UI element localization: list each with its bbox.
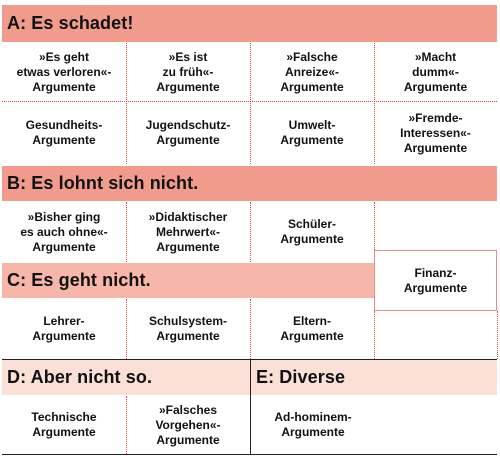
- column-divider: [374, 43, 375, 164]
- cell-bisher-ohne: [2, 202, 126, 262]
- cell-eltern: [250, 299, 374, 359]
- cell-falsches-vorgehen: [126, 396, 250, 454]
- section-c-title: C: Es geht nicht.: [7, 270, 151, 290]
- cell-label: Ad-hominem- Argumente: [274, 410, 352, 439]
- cell-schulsystem: [126, 299, 250, 359]
- column-divider: [250, 299, 251, 359]
- cell-label: Eltern- Argumente: [280, 314, 344, 343]
- cell-lehrer: [2, 299, 126, 359]
- column-divider: [374, 311, 375, 359]
- cell-label: Technische Argumente: [31, 410, 97, 439]
- column-divider: [250, 43, 251, 164]
- cell-label: Gesundheits- Argumente: [25, 118, 103, 147]
- cell-macht-dumm: [374, 43, 497, 101]
- section-a-title: A: Es schadet!: [7, 13, 134, 33]
- section-b-title: B: Es lohnt sich nicht.: [7, 173, 199, 193]
- cell-finanz: [374, 250, 497, 311]
- cell-label: Schulsystem- Argumente: [148, 314, 228, 343]
- column-divider: [497, 311, 498, 359]
- cell-label: »Falsches Vorgehen«- Argumente: [155, 402, 221, 447]
- cell-didaktischer-mehrwert: [126, 202, 250, 262]
- cell-etwas-verloren: [2, 43, 126, 101]
- cell-falsche-anreize: [250, 43, 374, 101]
- section-d-header: [2, 360, 250, 395]
- cell-gesundheit: [2, 102, 126, 164]
- section-d-title: D: Aber nicht so.: [7, 367, 153, 387]
- column-divider: [374, 202, 375, 250]
- cell-label: »Es geht etwas verloren«- Argumente: [16, 49, 112, 94]
- section-a-header: [2, 5, 497, 42]
- column-divider: [126, 43, 127, 164]
- cell-label: Lehrer- Argumente: [32, 314, 96, 343]
- cell-label: Umwelt- Argumente: [280, 118, 344, 147]
- cell-label: »Bisher ging es auch ohne«- Argumente: [20, 209, 108, 254]
- section-b-header: [2, 166, 497, 201]
- cell-label: »Falsche Anreize«- Argumente: [280, 49, 344, 94]
- column-divider: [126, 396, 127, 454]
- cell-label: »Macht dumm«- Argumente: [403, 49, 468, 94]
- cell-label: Jugendschutz- Argumente: [145, 118, 231, 147]
- cell-zu-frueh: [126, 43, 250, 101]
- cell-jugendschutz: [126, 102, 250, 164]
- section-divider: [250, 359, 251, 455]
- cell-fremde-interessen: [374, 102, 497, 164]
- cell-umwelt: [250, 102, 374, 164]
- section-c-header: [2, 263, 374, 298]
- cell-schueler: [250, 202, 374, 262]
- section-e-header: [251, 360, 497, 395]
- cell-label: »Es ist zu früh«- Argumente: [156, 49, 220, 94]
- cell-technische: [2, 396, 126, 454]
- cell-label: »Fremde- Interessen«- Argumente: [400, 110, 471, 155]
- cell-label: Schüler- Argumente: [280, 217, 344, 246]
- cell-label: Finanz- Argumente: [403, 265, 468, 295]
- column-divider: [250, 202, 251, 262]
- column-divider: [126, 299, 127, 359]
- cell-label: »Didaktischer Mehrwert«- Argumente: [148, 209, 228, 254]
- column-divider: [126, 202, 127, 262]
- section-e-title: E: Diverse: [256, 367, 346, 387]
- cell-ad-hominem: [251, 396, 375, 454]
